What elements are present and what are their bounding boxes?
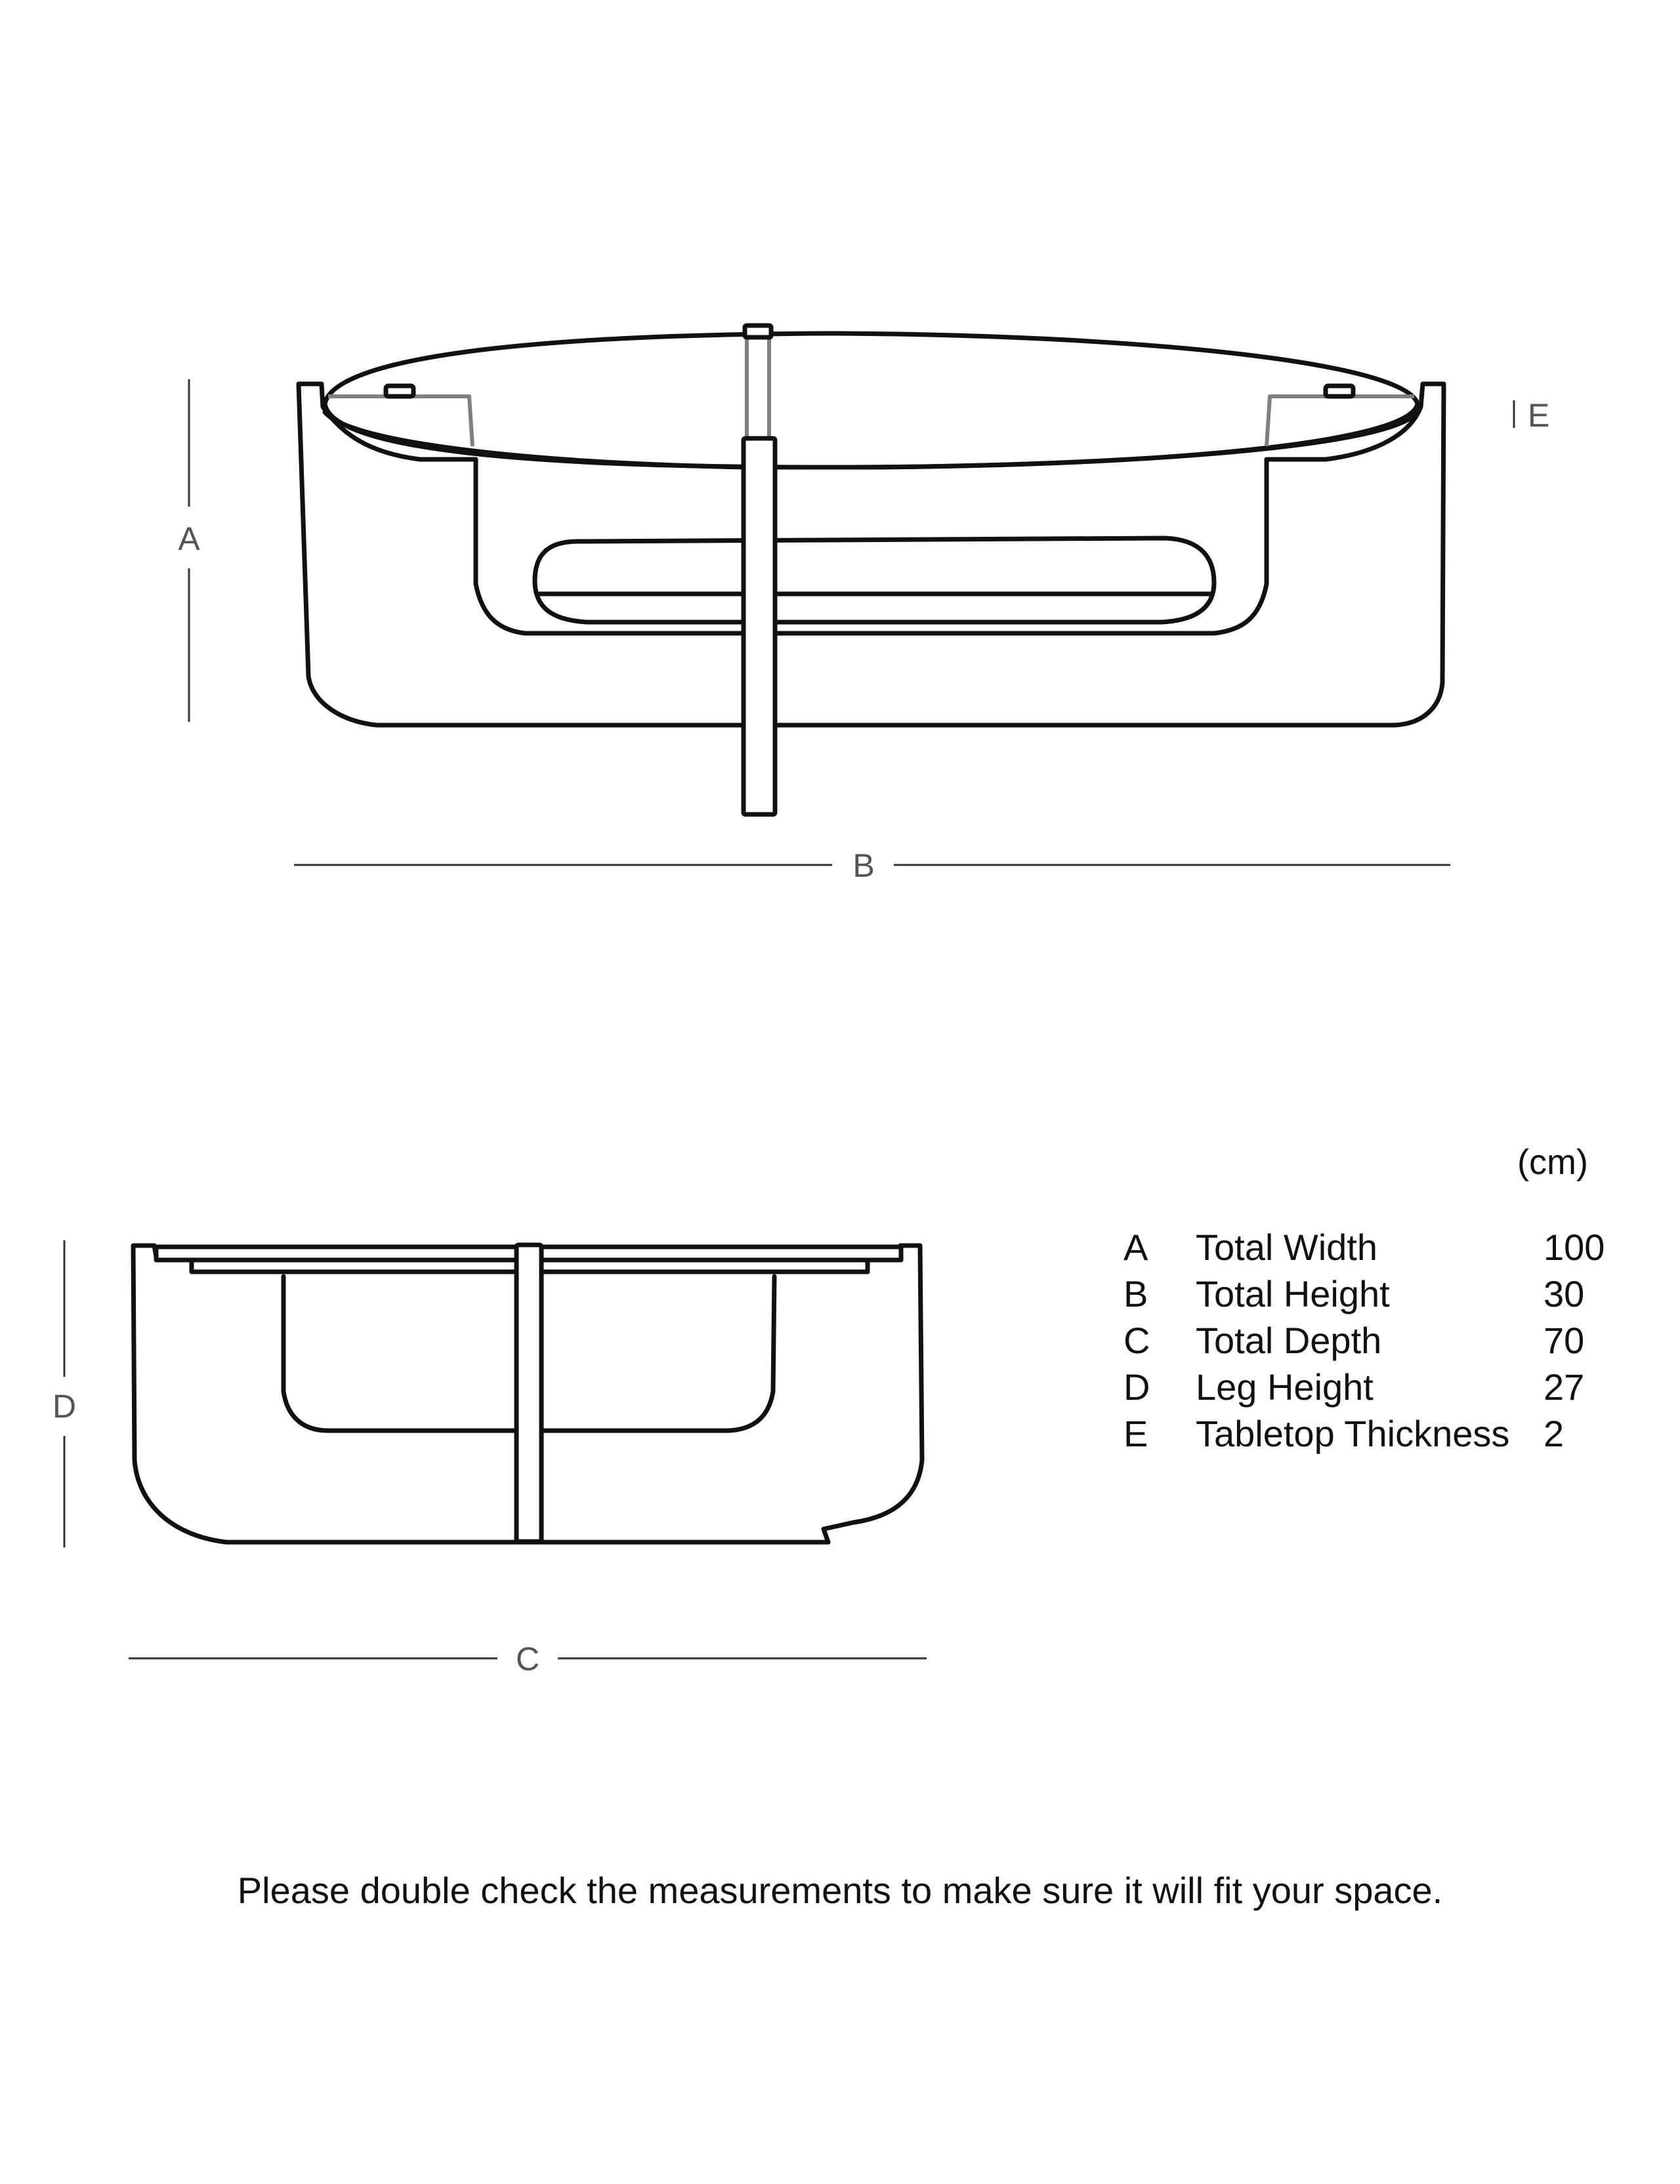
front-lower-shelf: [535, 538, 1214, 622]
spec-key: B: [1124, 1273, 1148, 1314]
spec-value: 2: [1544, 1413, 1564, 1454]
spec-value: 27: [1544, 1366, 1585, 1408]
front-view: [178, 326, 1549, 884]
spec-label: Total Width: [1196, 1227, 1377, 1268]
front-clip-left: [386, 386, 413, 396]
spec-key: E: [1124, 1413, 1148, 1454]
spec-label: Total Height: [1196, 1273, 1390, 1314]
spec-label: Tabletop Thickness: [1196, 1413, 1510, 1454]
spec-label: Leg Height: [1196, 1366, 1374, 1408]
spec-key: C: [1124, 1320, 1150, 1361]
front-back-leg-cap: [745, 326, 771, 337]
spec-value: 30: [1544, 1273, 1585, 1314]
fit-notice: Please double check the measurements to make sure it will fit your space.: [237, 1870, 1443, 1911]
dim-c-label: C: [515, 1641, 540, 1677]
side-view: [52, 1240, 927, 1677]
dim-b-label: B: [852, 847, 875, 884]
dim-a-label: A: [178, 520, 200, 557]
spec-key: D: [1124, 1366, 1150, 1408]
spec-label: Total Depth: [1196, 1320, 1382, 1361]
unit-label: (cm): [1517, 1143, 1588, 1182]
spec-value: 70: [1544, 1320, 1585, 1361]
dim-d-label: D: [52, 1388, 77, 1425]
front-clip-right: [1326, 386, 1353, 396]
front-glass-top: [325, 333, 1418, 467]
front-leg: [744, 438, 775, 814]
dim-e-label: E: [1528, 397, 1550, 434]
spec-value: 100: [1544, 1227, 1605, 1268]
side-leg: [516, 1245, 541, 1542]
spec-key: A: [1124, 1227, 1148, 1268]
